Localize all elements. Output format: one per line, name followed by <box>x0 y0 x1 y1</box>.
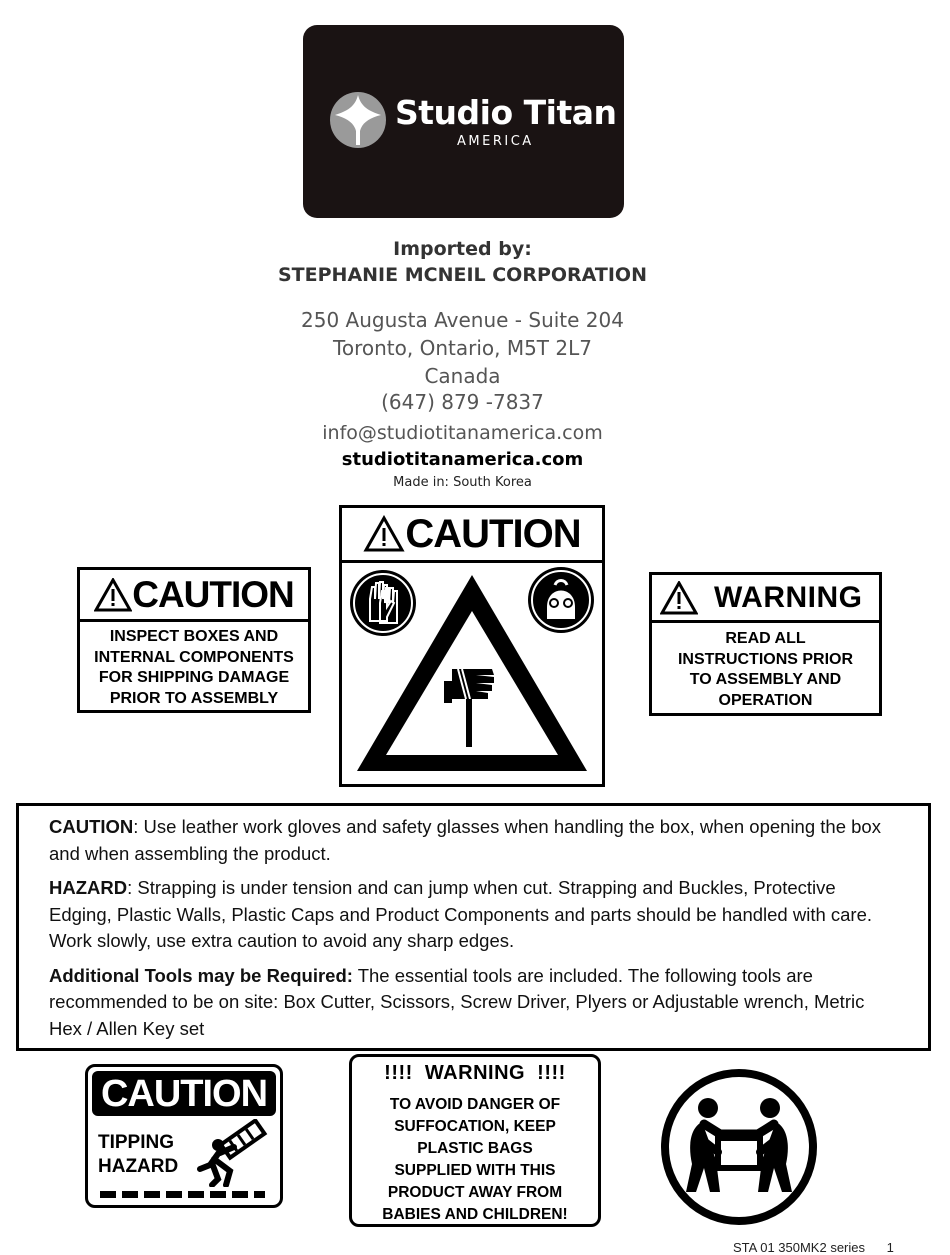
tools-note-label: Additional Tools may be Required: <box>49 964 353 986</box>
suffocation-warning-sign <box>349 1054 601 1227</box>
safety-notes-box <box>16 803 931 1051</box>
hazard-note-label: HAZARD <box>49 877 128 898</box>
address-line-1: 250 Augusta Avenue - Suite 204 <box>301 308 624 332</box>
suffocation-line: BABIES AND CHILDREN! <box>382 1206 568 1223</box>
hazard-note-text: : Strapping is under tension and can jump when cut. Strapping and Buckles, Protective Edging, Plastic Walls, Plastic Caps and Product Components and parts should be handled with care. Work slowly, use extra caution to avoid any sharp edges. <box>49 877 873 951</box>
caution-note-label: CAUTION <box>49 816 134 837</box>
caution-triangle-icon <box>94 578 132 612</box>
ppe-caution-sign <box>339 505 605 787</box>
suffocation-line: TO AVOID DANGER OF <box>389 1096 561 1113</box>
caution-triangle-icon <box>660 581 698 615</box>
tipping-dashes <box>100 1191 265 1199</box>
tools-note-text: The essential tools are included. The following tools are recommended to be on site: Box Cutter, Scissors, Screw Driver, Plyers or Adjustable wrench, Metric Hex / Allen Key set <box>49 964 865 1039</box>
sign-line: INSTRUCTIONS PRIOR <box>677 650 854 668</box>
read-instructions-warning-sign <box>649 572 882 716</box>
hazard-note <box>49 875 898 955</box>
address-line-2: Toronto, Ontario, M5T 2L7 <box>333 336 592 360</box>
made-in: Made in: South Korea <box>393 475 532 490</box>
safety-glasses-icon <box>528 567 594 633</box>
website-url: studiotitanamerica.com <box>341 449 584 470</box>
sign-line: PRIOR TO ASSEMBLY <box>109 689 279 707</box>
gloves-icon <box>350 570 416 636</box>
address-country: Canada <box>424 364 501 388</box>
sign-line: READ ALL <box>725 630 806 647</box>
logo-emblem-icon <box>329 91 387 149</box>
email-address: info@studiotitanamerica.com <box>322 422 603 444</box>
tipping-line-2: HAZARD <box>98 1156 179 1177</box>
logo-name: Studio Titan <box>395 93 617 132</box>
suffocation-line: SUPPLIED WITH THIS <box>394 1162 556 1179</box>
tipping-heading: CAUTION <box>92 1071 276 1116</box>
tipping-hazard-sign <box>85 1064 283 1208</box>
suffocation-line: SUFFOCATION, KEEP <box>394 1118 556 1135</box>
tipping-icon <box>196 1119 274 1187</box>
tipping-line-1: TIPPING <box>98 1132 175 1153</box>
caution-note <box>49 814 898 867</box>
suffocation-line: PLASTIC BAGS <box>417 1140 533 1157</box>
sign-heading <box>342 508 602 563</box>
page-footer <box>733 1240 894 1255</box>
sign-heading-text: CAUTION <box>405 511 581 556</box>
sign-line: OPERATION <box>718 691 813 709</box>
importer-company: STEPHANIE MCNEIL CORPORATION <box>278 264 647 286</box>
inspect-caution-sign <box>77 567 311 713</box>
caution-note-text: : Use leather work gloves and safety glasses when handling the box, when opening the box and when assembling the product. <box>49 816 881 864</box>
suffocation-heading: !!!! WARNING !!!! <box>384 1062 566 1084</box>
ppe-pictogram <box>342 563 602 783</box>
sign-line: INSPECT BOXES AND <box>109 628 279 645</box>
suffocation-line: PRODUCT AWAY FROM <box>387 1184 563 1201</box>
sign-line: INTERNAL COMPONENTS <box>94 648 294 666</box>
suffocation-text <box>352 1094 598 1226</box>
sign-heading <box>80 570 308 622</box>
phone-number: (647) 879 -7837 <box>381 390 544 414</box>
model-series: STA 01 350MK2 series <box>733 1240 865 1255</box>
page-number: 1 <box>886 1240 894 1255</box>
logo-subtitle: AMERICA <box>457 134 534 149</box>
sign-heading-text: WARNING <box>714 580 863 614</box>
tools-note <box>49 963 898 1043</box>
sign-line: TO ASSEMBLY AND <box>689 671 842 688</box>
sign-heading-text: CAUTION <box>132 573 294 615</box>
brand-logo <box>303 25 624 218</box>
two-person-lift-icon <box>660 1068 818 1226</box>
caution-triangle-icon <box>363 515 405 553</box>
sign-heading <box>652 575 879 623</box>
imported-by-label: Imported by: <box>393 238 532 260</box>
sign-line: FOR SHIPPING DAMAGE <box>98 669 290 686</box>
tipping-text <box>98 1131 178 1179</box>
